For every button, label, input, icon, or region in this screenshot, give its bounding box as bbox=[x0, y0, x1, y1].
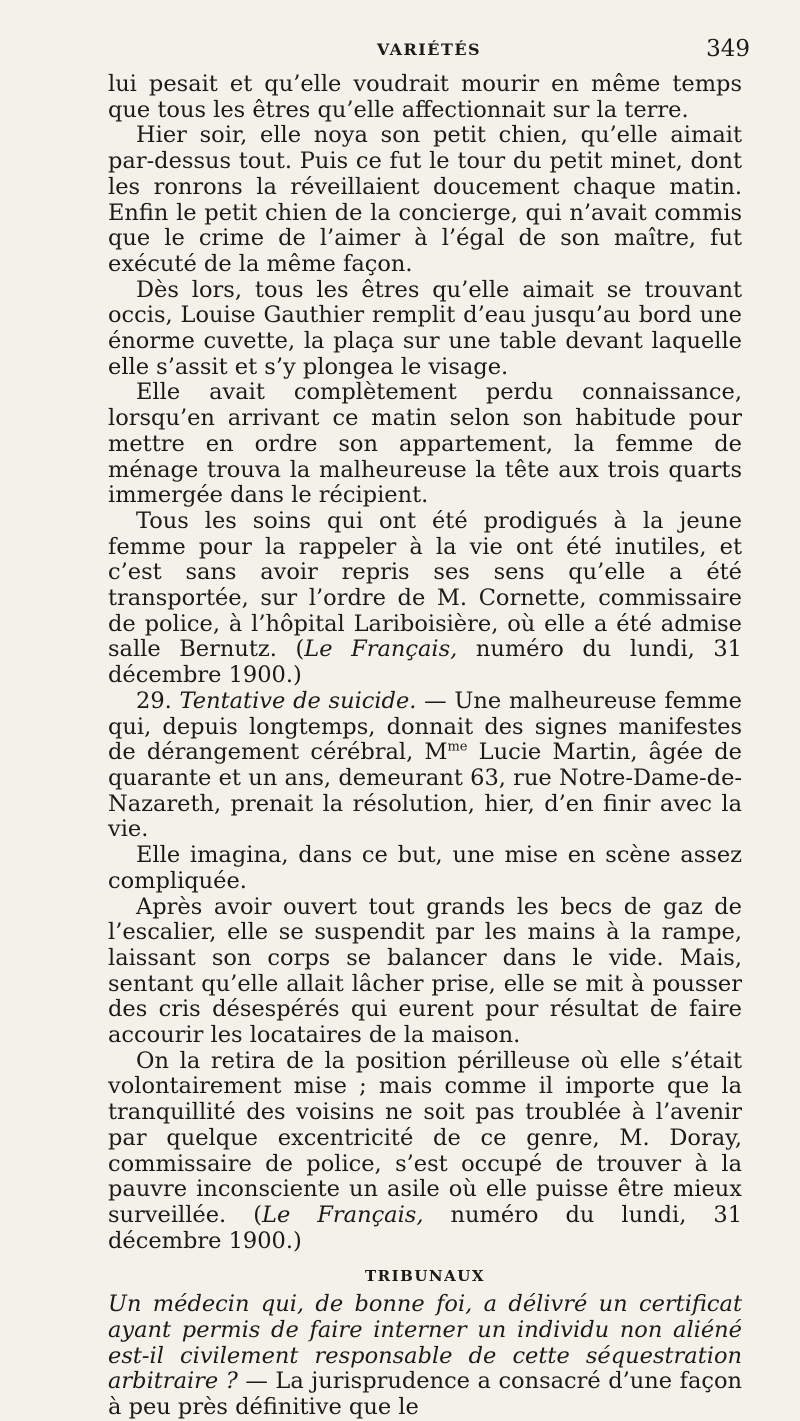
case-number: 29. bbox=[136, 687, 180, 714]
body-text bbox=[108, 72, 742, 1421]
legal-answer: — La jurisprudence a consacré d’une façon à peu près définitive que le bbox=[108, 1368, 742, 1421]
case-title: Tentative de suicide. bbox=[179, 687, 417, 714]
paragraph-text: On la retira de la position périlleuse où elle s’était volontairement mise ; mais comme il importe que la tranquillité des voisins ne soit pas troublée à l’avenir par quelque excentricité de ce genre, M. Doray, commissaire de police, s’est occupé de trouver à la pauvre inconsciente un asile où elle puisse être mieux surveillée. ( bbox=[108, 1047, 742, 1228]
paragraph: Elle imagina, dans ce but, une mise en scène assez compliquée. bbox=[108, 842, 742, 894]
source-details: numéro du lundi, 31 décembre 1900.) bbox=[108, 636, 743, 689]
paragraph-text: Tous les soins qui ont été prodigués à la jeune femme pour la rappeler à la vie ont été inutiles, et c’est sans avoir repris ses sens qu’elle a été transportée, sur l’ordre de M. Cornette, commissaire de police, à l’hôpital Lariboisière, où elle a été admise salle Bernutz. ( bbox=[108, 507, 742, 663]
source-title: Le Français, bbox=[304, 636, 458, 663]
case-text: Lucie Martin, âgée de quarante et un ans, demeurant 63, rue Notre-Dame-de-Nazareth, prenait la résolution, hier, d’en finir avec la vie. bbox=[108, 739, 742, 843]
page-header bbox=[108, 36, 750, 70]
section-intro bbox=[108, 1292, 742, 1421]
paragraph-with-source bbox=[108, 1049, 742, 1255]
case-entry bbox=[108, 689, 742, 843]
paragraph-continued: lui pesait et qu’elle voudrait mourir en même temps que tous les êtres qu’elle affectionnait sur la terre. bbox=[108, 71, 742, 123]
section-heading: TRIBUNAUX bbox=[365, 1267, 485, 1286]
paragraph: Après avoir ouvert tout grands les becs de gaz de l’escalier, elle se suspendit par les mains à la rampe, laissant son corps se balancer dans le vide. Mais, sentant qu’elle allait lâcher prise, elle se mit à pousser des cris désespérés qui eurent pour résultat de faire accourir les locataires de la maison. bbox=[108, 893, 742, 1049]
source-title: Le Français, bbox=[262, 1201, 424, 1228]
title-abbreviation: me bbox=[447, 739, 468, 755]
case-text: — Une malheureuse femme qui, depuis longtemps, donnait des signes manifestes de dérangement cérébral, M bbox=[108, 687, 742, 766]
paragraph-with-source bbox=[108, 509, 742, 689]
source-details: numéro du lundi, 31 décembre 1900.) bbox=[108, 1201, 743, 1254]
paragraph: Elle avait complètement perdu connaissance, lorsqu’en arrivant ce matin selon son habitude pour mettre en ordre son appartement, la femme de ménage trouva la malheureuse la tête aux trois quarts immergée dans le récipient. bbox=[108, 379, 742, 509]
paragraph: Dès lors, tous les êtres qu’elle aimait se trouvant occis, Louise Gauthier remplit d’eau jusqu’au bord une énorme cuvette, la plaça sur une table devant laquelle elle s’assit et s’y plongea le visage. bbox=[108, 276, 742, 380]
running-head: VARIÉTÉS bbox=[376, 40, 482, 59]
legal-question: Un médecin qui, de bonne foi, a délivré un certificat ayant permis de faire interner un individu non aliéné est-il civilement responsable de cette séquestration arbitraire ? bbox=[108, 1291, 742, 1395]
paragraph: Hier soir, elle noya son petit chien, qu’elle aimait par-dessus tout. Puis ce fut le tour du petit minet, dont les ronrons la réveillaient doucement chaque matin. Enfin le petit chien de la concierge, qui n’avait commis que le crime de l’aimer à l’égal de son maître, fut exécuté de la même façon. bbox=[108, 122, 742, 277]
page-number: 349 bbox=[706, 36, 750, 62]
